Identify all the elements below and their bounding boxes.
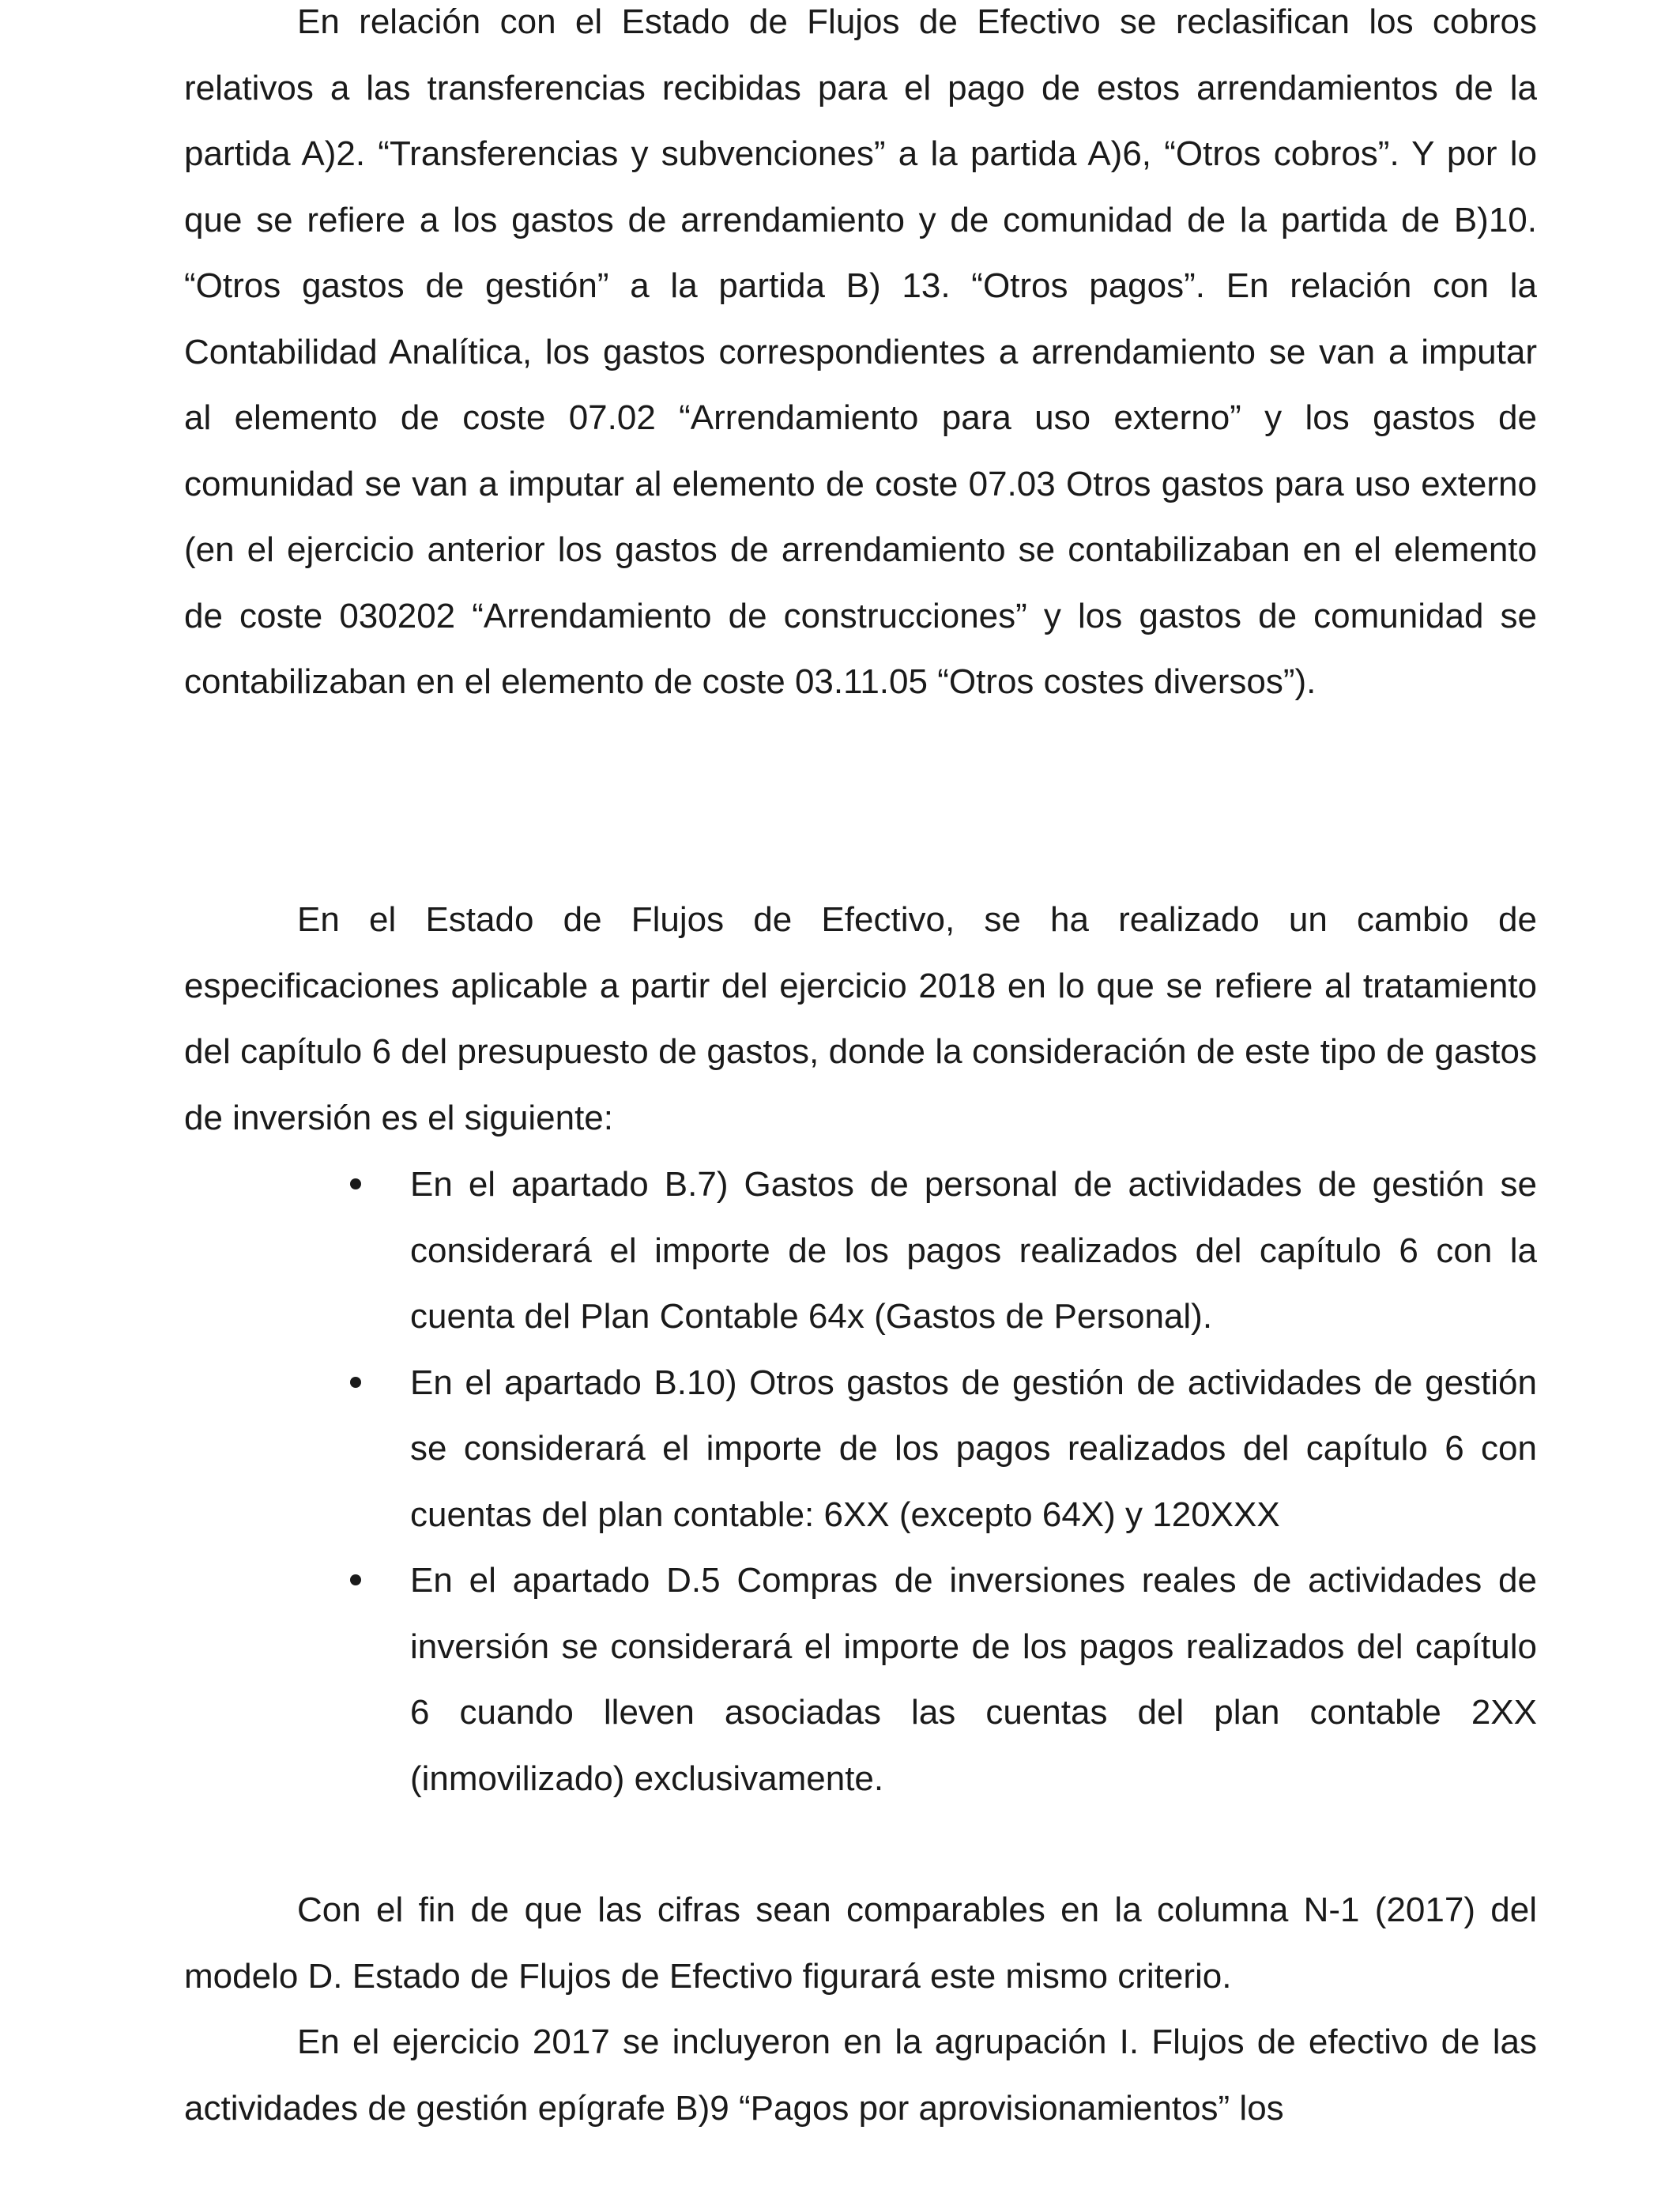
list-item (410, 1152, 1537, 1350)
paragraph-comparability: Con el fin de que las cifras sean comparables en la columna N-1 (2017) del modelo D. Estado de Flujos de Efectivo figurará este mismo criterio. (184, 1891, 1537, 1996)
paragraph-reclassification: En relación con el Estado de Flujos de Efectivo se reclasifican los cobros relativos a las transferencias recibidas para el pago de estos arrendamientos de la partida A)2. “Transferencias y subvenciones” a la partida A)6, “Otros cobros”. Y por lo que se refiere a los gastos de arrendamiento y de comunidad de la partida de B)10. “Otros gastos de gestión” a la partida B) 13. “Otros pagos”. En relación con la Contabilidad Analítica, los gastos correspondientes a arrendamiento se van a imputar al elemento de coste 07.02 “Arrendamiento para uso externo” y los gastos de comunidad se van a imputar al elemento de coste 07.03 Otros gastos para uso externo (en el ejercicio anterior los gastos de arrendamiento se contabilizaban en el elemento de coste 030202 “Arrendamiento de construcciones” y los gastos de comunidad se contabilizaban en el elemento de coste 03.11.05 “Otros costes diversos”). (184, 2, 1537, 701)
bullet-list (184, 1152, 1537, 1811)
list-item (410, 1350, 1537, 1548)
list-item-text: En el apartado B.10) Otros gastos de gestión de actividades de gestión se considerará el importe de los pagos realizados del capítulo 6 con cuentas del plan contable: 6XX (excepto 64X) y 120XXX (410, 1363, 1537, 1534)
bullet-icon (350, 1377, 361, 1388)
list-item-text: En el apartado D.5 Compras de inversiones reales de actividades de inversión se considerará el importe de los pagos realizados del capítulo 6 cuando lleven asociadas las cuentas del plan contable 2XX (inmovilizado) exclusivamente. (410, 1561, 1537, 1798)
list-item (410, 1547, 1537, 1811)
paragraph-2017-exercise: En el ejercicio 2017 se incluyeron en la agrupación I. Flujos de efectivo de las actividades de gestión epígrafe B)9 “Pagos por aprovisionamientos” los (184, 2022, 1537, 2128)
list-item-text: En el apartado B.7) Gastos de personal de actividades de gestión se considerará el importe de los pagos realizados del capítulo 6 con la cuenta del Plan Contable 64x (Gastos de Personal). (410, 1165, 1537, 1336)
bullet-icon (350, 1574, 361, 1585)
paragraph-cash-flow-change: En el Estado de Flujos de Efectivo, se ha realizado un cambio de especificaciones aplicable a partir del ejercicio 2018 en lo que se refiere al tratamiento del capítulo 6 del presupuesto de gastos, donde la consideración de este tipo de gastos de inversión es el siguiente: (184, 900, 1537, 1137)
bullet-icon (350, 1178, 361, 1189)
